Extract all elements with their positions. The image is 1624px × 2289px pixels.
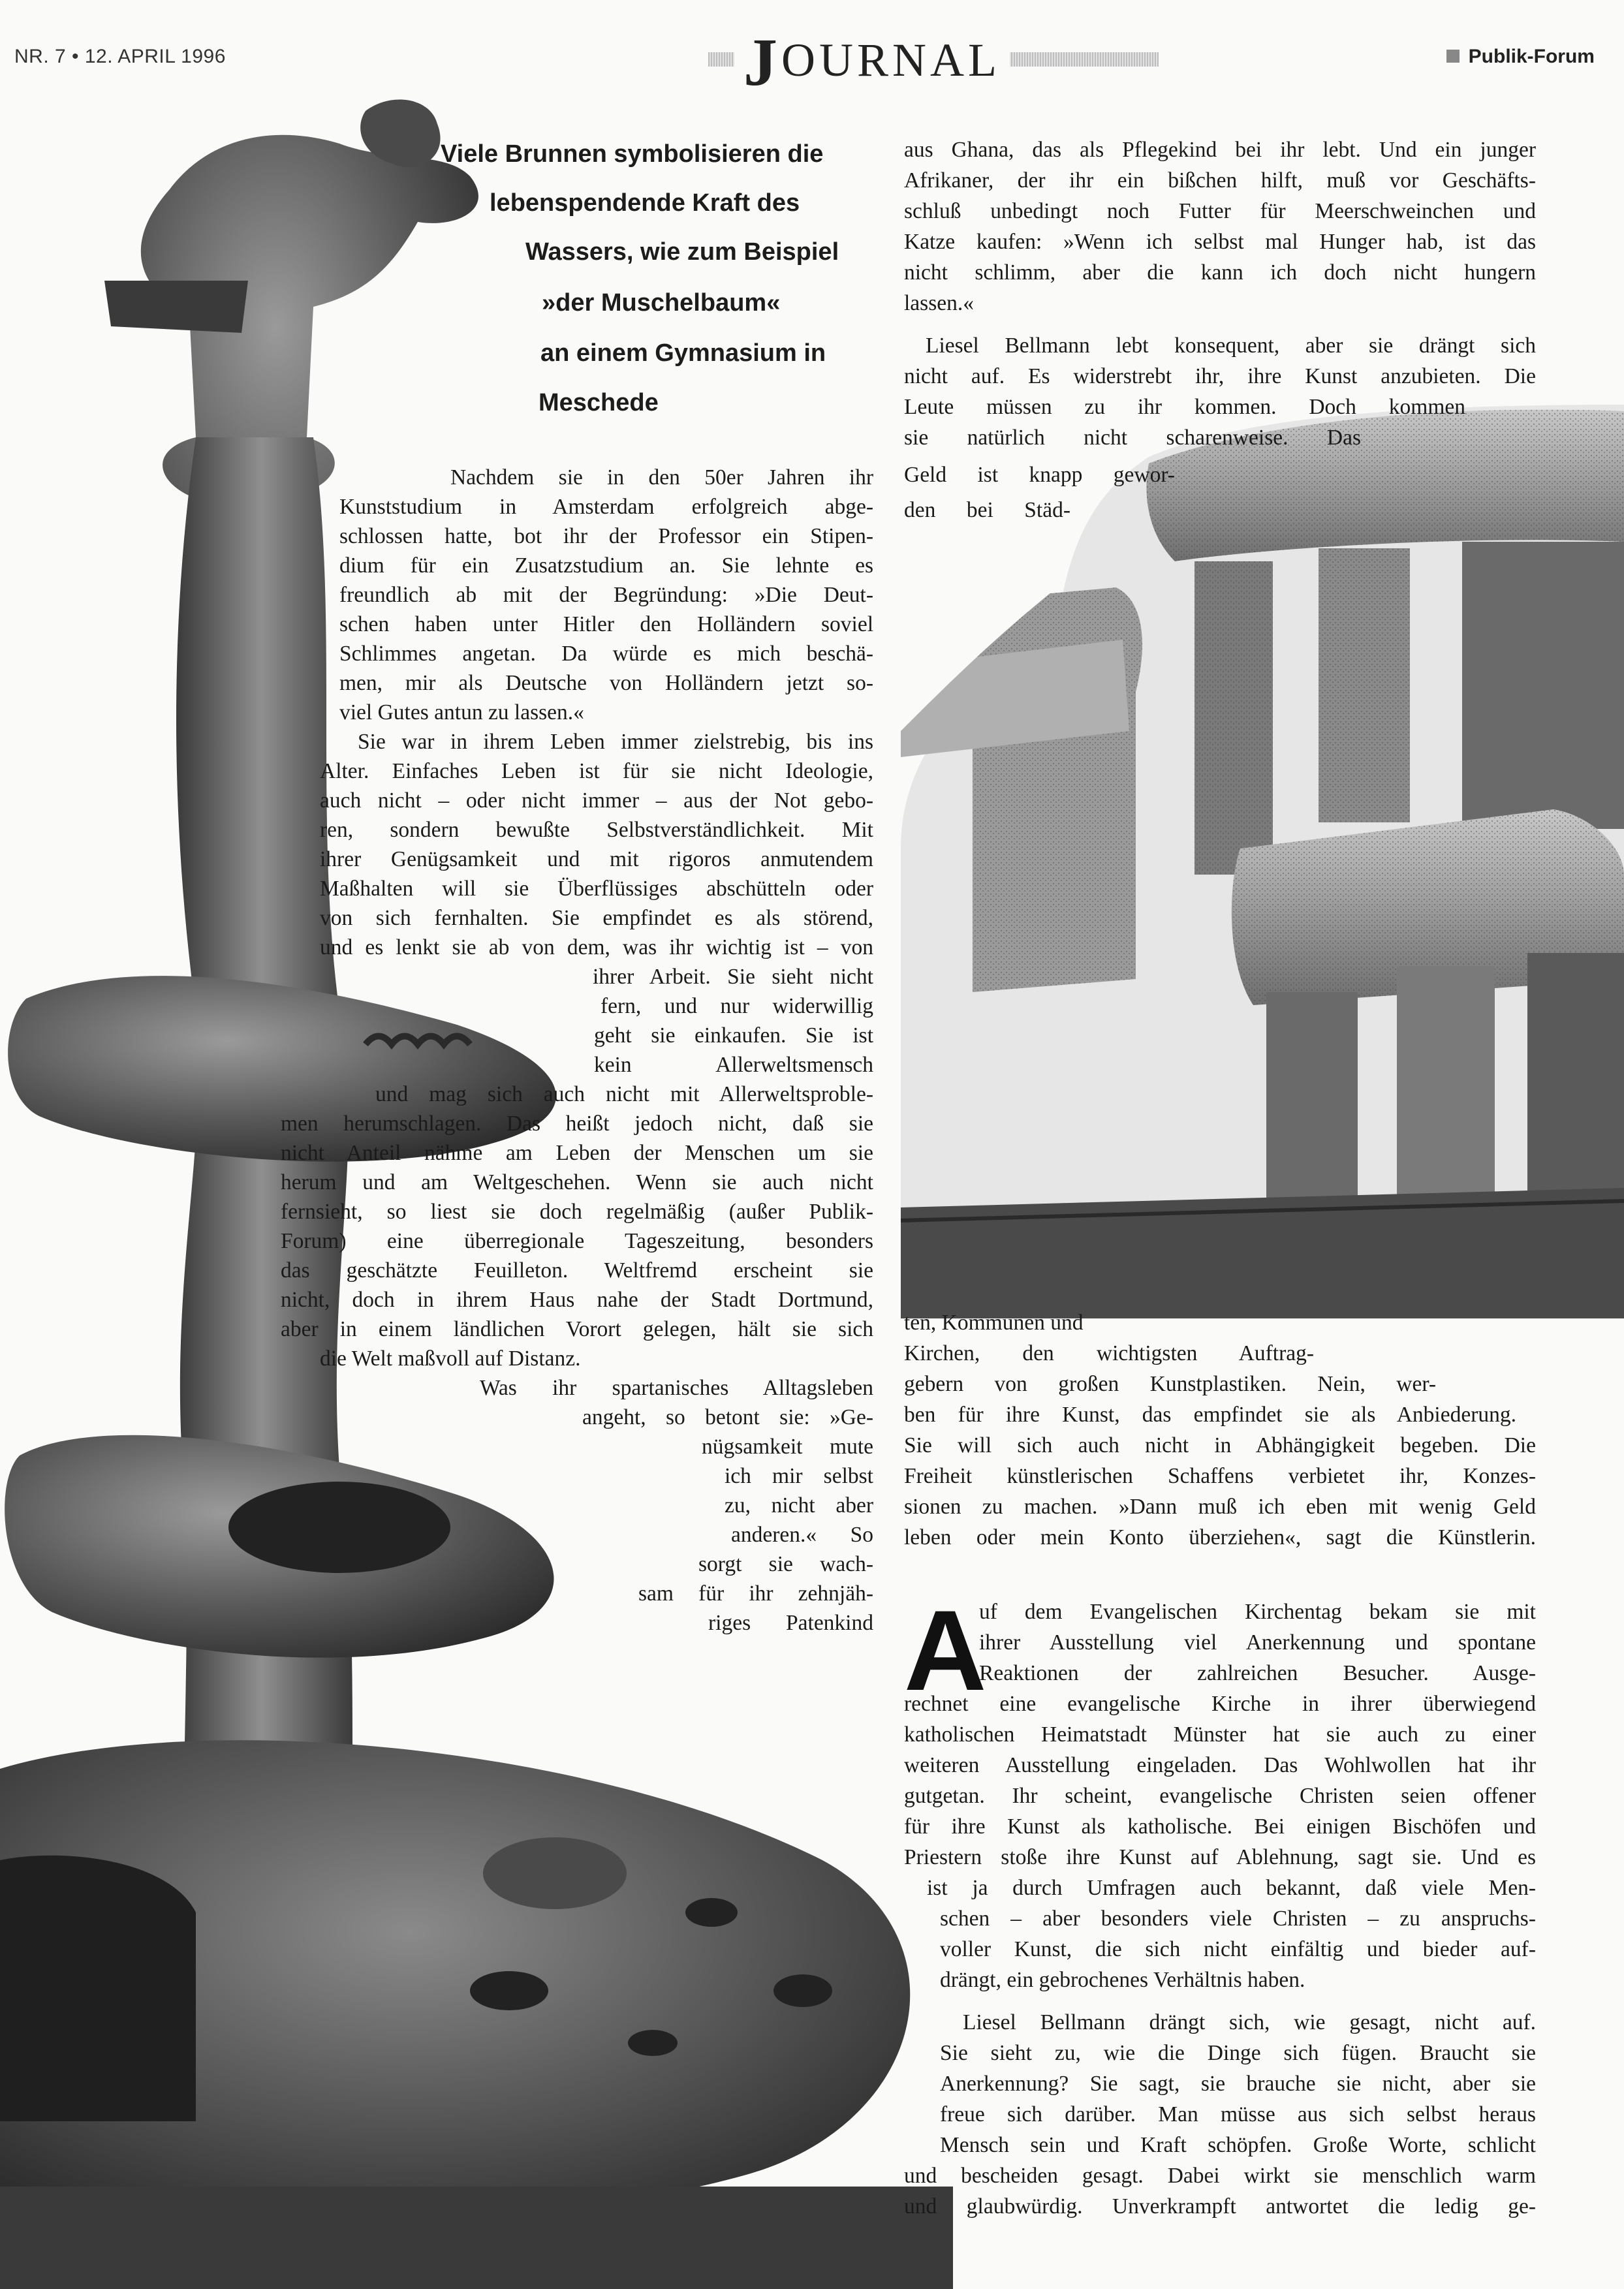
right-line: Reaktionen der zahlreichen Besucher. Ausge- <box>979 1661 1536 1685</box>
left-line: sam für ihr zehnjäh- <box>638 1581 873 1606</box>
left-line: ren, sondern bewußte Selbstverständlichkeit. Mit <box>320 818 873 842</box>
masthead-word <box>734 25 1010 100</box>
right-line: sionen zu machen. »Dann muß ich eben mit wenig Geld <box>904 1495 1536 1519</box>
left-line: Maßhalten will sie Überflüssiges abschütteln oder <box>320 877 873 901</box>
right-line: uf dem Evangelischen Kirchentag bekam sie mit <box>979 1600 1536 1624</box>
left-line: viel Gutes antun zu lassen.« <box>339 700 584 724</box>
left-line: das geschätzte Feuilleton. Weltfremd erscheint sie <box>281 1258 873 1283</box>
left-line: ihrer Genügsamkeit und mit rigoros anmutendem <box>320 847 873 871</box>
left-line: Schlimmes angetan. Da würde es mich beschä- <box>339 642 873 666</box>
right-line: katholischen Heimatstadt Münster hat sie auch zu einer <box>904 1722 1536 1747</box>
caption-line-3: Wassers, wie zum Beispiel <box>525 238 839 266</box>
right-line: und glaubwürdig. Unverkrampft antwortet die ledig ge- <box>904 2194 1536 2219</box>
left-line: kein Allerweltsmensch <box>594 1053 873 1077</box>
left-line: herum und am Weltgeschehen. Wenn sie auch nicht <box>281 1170 873 1194</box>
right-line: Freiheit künstlerischen Schaffens verbietet ihr, Konzes- <box>904 1464 1536 1488</box>
journal-masthead <box>708 25 1159 100</box>
masthead-rest: OURNAL <box>781 34 1001 86</box>
stone-bench-photo <box>901 392 1624 1318</box>
left-line: Forum) eine überregionale Tageszeitung, besonders <box>281 1229 873 1253</box>
right-line: nicht schlimm, aber die kann ich doch nicht hungern <box>904 260 1536 285</box>
right-line: Liesel Bellmann drängt sich, wie gesagt, nicht auf. <box>963 2010 1536 2034</box>
right-line: schluß unbedingt noch Futter für Meerschweinchen und <box>904 199 1536 223</box>
left-line: fernsieht, so liest sie doch regelmäßig (außer Publik- <box>281 1200 873 1224</box>
right-line: Leute müssen zu ihr kommen. Doch kommen <box>904 395 1465 419</box>
left-line: ich mir selbst <box>725 1464 873 1488</box>
right-line: gebern von großen Kunstplastiken. Nein, wer- <box>904 1372 1436 1396</box>
left-line: ihrer Arbeit. Sie sieht nicht <box>593 965 873 989</box>
caption-line-5: an einem Gymnasium in <box>540 339 826 367</box>
left-line: aber in einem ländlichen Vorort gelegen, hält sie sich <box>281 1317 873 1341</box>
right-line: leben oder mein Konto überziehen«, sagt die Künstlerin. <box>904 1525 1536 1549</box>
right-line: Priestern stoße ihre Kunst auf Ablehnung, sagt sie. Und es <box>904 1845 1536 1869</box>
right-line: Anerkennung? Sie sagt, sie brauche sie nicht, aber sie <box>940 2072 1536 2096</box>
right-line: Afrikaner, der ihr ein bißchen hilft, muß vor Geschäfts- <box>904 168 1536 193</box>
right-line: Sie sieht zu, wie die Dinge sich fügen. Braucht sie <box>940 2041 1536 2065</box>
right-line: lassen.« <box>904 291 974 315</box>
left-line: freundlich ab mit der Begründung: »Die Deut- <box>339 583 873 607</box>
left-line: schen haben unter Hitler den Holländern soviel <box>339 612 873 636</box>
right-line: Kirchen, den wichtigsten Auftrag- <box>904 1341 1314 1365</box>
left-line: dium für ein Zusatzstudium an. Sie lehnte es <box>339 553 873 578</box>
publication-label: Publik-Forum <box>1468 46 1595 67</box>
right-line: Liesel Bellmann lebt konsequent, aber sie drängt sich <box>926 334 1536 358</box>
right-line: rechnet eine evangelische Kirche in ihrer überwiegend <box>904 1692 1536 1716</box>
left-line: men, mir als Deutsche von Holländern jetzt so- <box>339 671 873 695</box>
left-line: nügsamkeit mute <box>702 1435 873 1459</box>
right-line: ihrer Ausstellung viel Anerkennung und spontane <box>979 1630 1536 1655</box>
square-bullet-icon <box>1446 50 1460 63</box>
left-line: Nachdem sie in den 50er Jahren ihr <box>450 465 873 490</box>
right-line: nicht auf. Es widerstrebt ihr, ihre Kunst anzubieten. Die <box>904 364 1536 388</box>
right-line: für ihre Kunst als katholische. Bei einigen Bischöfen und <box>904 1814 1536 1839</box>
right-line: sie natürlich nicht scharenweise. Das <box>904 426 1361 450</box>
left-line: Sie war in ihrem Leben immer zielstrebig, bis ins <box>358 730 873 754</box>
masthead-initial: J <box>743 25 781 100</box>
drop-cap: A <box>904 1587 987 1715</box>
left-line: anderen.« So <box>731 1523 873 1547</box>
left-line: schlossen hatte, bot ihr der Professor ein Stipen- <box>339 524 873 548</box>
right-line: Geld ist knapp gewor- <box>904 463 1175 487</box>
right-line: schen – aber besonders viele Christen – zu anspruchs- <box>940 1907 1536 1931</box>
right-line: Mensch sein und Kraft schöpfen. Große Worte, schlicht <box>940 2133 1536 2157</box>
caption-line-4: »der Muschelbaum« <box>542 289 781 317</box>
caption-line-2: lebenspendende Kraft des <box>490 189 800 217</box>
right-line: drängt, ein gebrochenes Verhältnis haben. <box>940 1968 1305 1992</box>
left-line: angeht, so betont sie: »Ge- <box>582 1405 873 1429</box>
right-line: Sie will sich auch nicht in Abhängigkeit begeben. Die <box>904 1433 1536 1457</box>
right-line: gutgetan. Ihr scheint, evangelische Christen seien offener <box>904 1784 1536 1808</box>
left-line: men herumschlagen. Das heißt jedoch nicht, daß sie <box>281 1112 873 1136</box>
left-line: nicht, doch in ihrem Haus nahe der Stadt Dortmund, <box>281 1288 873 1312</box>
issue-date: NR. 7 • 12. APRIL 1996 <box>14 46 226 67</box>
left-line: geht sie einkaufen. Sie ist <box>594 1023 873 1048</box>
left-line: nicht Anteil nähme am Leben der Menschen um sie <box>281 1141 873 1165</box>
left-line: zu, nicht aber <box>725 1493 873 1518</box>
left-line: Was ihr spartanisches Alltagsleben <box>480 1376 873 1400</box>
right-line: ten, Kommunen und <box>904 1311 1084 1335</box>
right-line: weiteren Ausstellung eingeladen. Das Wohlwollen hat ihr <box>904 1753 1536 1777</box>
right-line: den bei Städ- <box>904 498 1070 522</box>
publication-name <box>1446 46 1595 68</box>
left-line: von sich fernhalten. Sie empfindet es als störend, <box>320 906 873 930</box>
right-line: ist ja durch Umfragen auch bekannt, daß viele Men- <box>927 1876 1536 1900</box>
right-line: freue sich darüber. Man müsse aus sich selbst heraus <box>940 2102 1536 2126</box>
left-line: auch nicht – oder nicht immer – aus der Not gebo- <box>320 788 873 813</box>
right-line: ben für ihre Kunst, das empfindet sie als Anbiederung. <box>904 1403 1516 1427</box>
left-line: riges Patenkind <box>708 1611 873 1635</box>
left-line: fern, und nur widerwillig <box>601 994 873 1018</box>
caption-line-6: Meschede <box>539 389 659 416</box>
right-line: und bescheiden gesagt. Dabei wirkt sie menschlich warm <box>904 2164 1536 2188</box>
left-line: sorgt sie wach- <box>698 1552 873 1576</box>
right-line: aus Ghana, das als Pflegekind bei ihr lebt. Und ein junger <box>904 138 1536 162</box>
left-line: und mag sich auch nicht mit Allerweltsproble- <box>375 1082 873 1106</box>
left-line: Kunststudium in Amsterdam erfolgreich abge- <box>339 495 873 519</box>
right-line: Katze kaufen: »Wenn ich selbst mal Hunger hab, ist das <box>904 230 1536 254</box>
right-line: voller Kunst, die sich nicht einfältig und bieder auf- <box>940 1937 1536 1961</box>
caption-line-1: Viele Brunnen symbolisieren die <box>441 140 824 168</box>
left-line: und es lenkt sie ab von dem, was ihr wichtig ist – von <box>320 935 873 959</box>
left-line: Alter. Einfaches Leben ist für sie nicht Ideologie, <box>320 759 873 783</box>
left-line: die Welt maßvoll auf Distanz. <box>320 1347 581 1371</box>
